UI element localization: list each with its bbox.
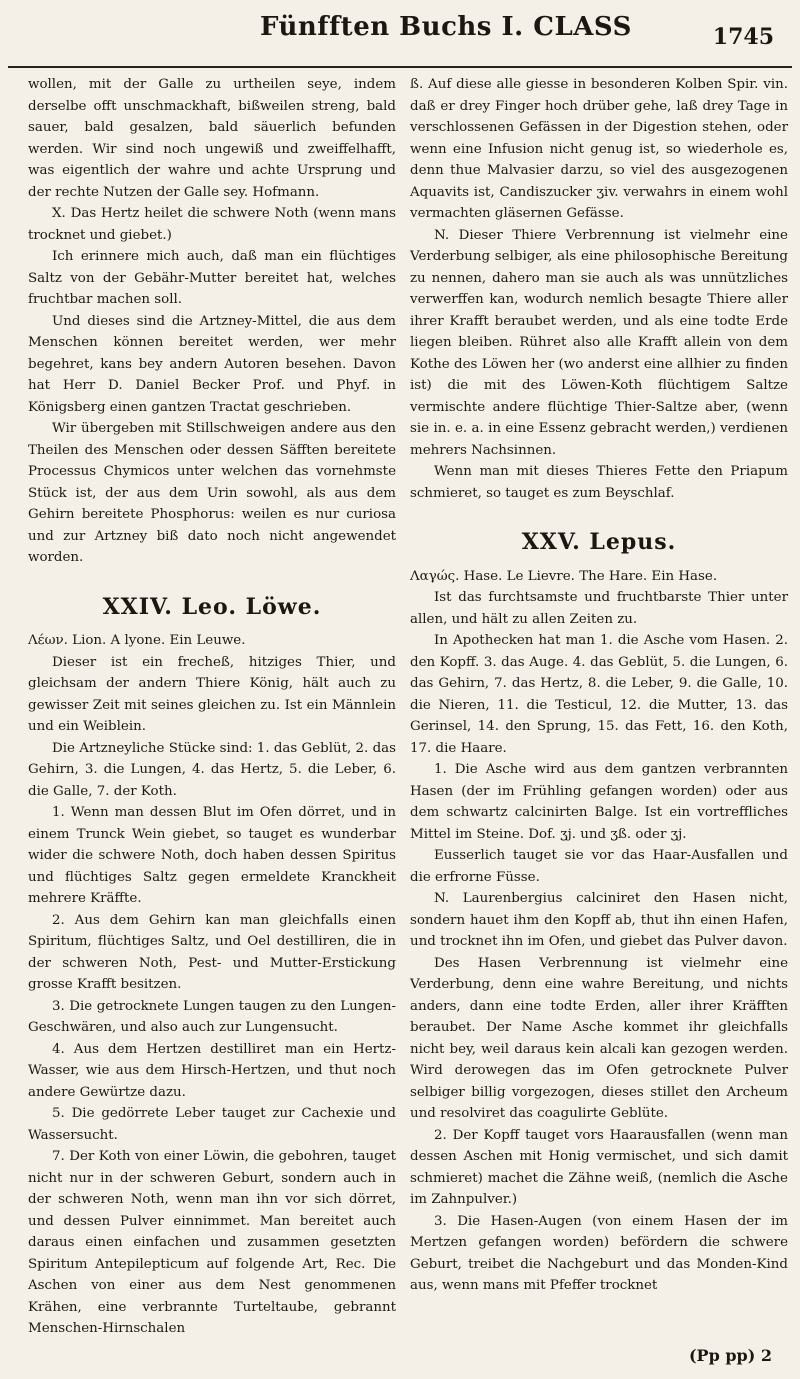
left-column [28,74,396,1340]
paragraph: 5. Die gedörrete Leber tauget zur Cachexie und Wassersucht. [28,1106,396,1143]
paragraph: 1. Die Asche wird aus dem gantzen verbrannten Hasen (der im Frühling gefangen worden) oder aus dem schwartz calcinirten Balge. Ist ein vortreffliches Mittel im Steine. Dof. ʒj. und ʒß. oder ʒj. [410,762,788,842]
page-number: 1745 [712,24,774,50]
paragraph: N. Laurenbergius calciniret den Hasen nicht, sondern hauet ihm den Kopff ab, thut ihn einen Hafen, und trocknet ihn im Ofen, und giebet das Pulver davon. [410,891,788,949]
paragraph: wollen, mit der Galle zu urtheilen seye, indem derselbe offt unschmackhaft, bißweilen streng, bald sauer, bald gesalzen, bald säuerlich befunden werden. Wir sind noch ungewiß und zweiffelhafft, was eigentlich der wahre und achte Ursprung und der rechte Nutzen der Galle sey. Hofmann. [28,77,396,200]
running-title: Fünfften Buchs I. CLASS [260,12,632,42]
paragraph: Eusserlich tauget sie vor das Haar-Ausfallen und die erfrorne Füsse. [410,848,788,885]
paragraph: In Apothecken hat man 1. die Asche vom Hasen. 2. den Kopff. 3. das Auge. 4. das Geblüt, 5. die Lungen, 6. das Gehirn, 7. das Hertz, 8. die Leber, 9. die Galle, 10. die Nieren, 11. die Testicul, 12. die Mutter, 13. das Gerinsel, 14. den Sprung, 15. das Fett, 16. den Koth, 17. die Haare. [410,633,788,756]
paragraph: 2. Der Kopff tauget vors Haarausfallen (wenn man dessen Aschen mit Honig vermischet, und sich damit schmieret) machet die Zähne weiß, (nemlich die Asche im Zahnpulver.) [410,1127,788,1207]
paragraph: 3. Die getrocknete Lungen taugen zu den Lungen-Geschwären, und also auch zur Lungensucht. [28,998,396,1035]
section-heading-leo: XXIV. Leo. Löwe. [102,593,322,620]
paragraph: Die Artzneyliche Stücke sind: 1. das Geblüt, 2. das Gehirn, 3. die Lungen, 4. das Hertz, 5. die Leber, 6. die Galle, 7. der Koth. [28,740,396,799]
page-header [0,0,800,68]
paragraph: Wir übergeben mit Stillschweigen andere aus den Theilen des Menschen oder dessen Säfften bereitete Processus Chymicos unter welchen das vornehmste Stück ist, der aus dem Urin sowohl, als aus dem Gehirn bereitete Phosphorus: weilen es nur curiosa und zur Artzney biß dato noch nicht angewendet worden. [28,421,396,565]
paragraph: Des Hasen Verbrennung ist vielmehr eine Verderbung, denn eine wahre Bereitung, und nichts anders, dann eine todte Erden, aller ihrer Kräfften beraubet. Der Name Asche kommet ihr gleichfalls nicht bey, weil daraus kein alcali kan gezogen werden. Wird derowegen das im Ofen getrocknete Pulver selbiger billig vorgezogen, dieses stillet den Archeum und resolviret das coagulirte Geblüte. [410,955,788,1121]
paragraph: Ist das furchtsamste und fruchtbarste Thier unter allen, und hält zu allen Zeiten zu. [410,590,788,627]
paragraph: Wenn man mit dieses Thieres Fette den Priapum schmieret, so tauget es zum Beyschlaf. [410,464,788,501]
paragraph: 7. Der Koth von einer Löwin, die gebohren, tauget nicht nur in der schweren Geburt, sondern auch in der schweren Noth, wenn man ihn vor sich dörret, und dessen Pulver einnimmet. Man bereitet auch daraus einen einfachen und zusammen gesetzten Spiritum Antepilepticum auf folgende Art, Rec. Die Aschen von einer aus dem Nest genommenen Krähen, eine verbrannte Turteltaube, gebrannt Menschen-Hirnschalen [28,1149,396,1336]
synonyms-line: Λαγώς. Hase. Le Lievre. The Hare. Ein Hase. [410,568,718,584]
header-rule [8,66,792,68]
paragraph: ß. Auf diese alle giesse in besonderen Kolben Spir. vin. daß er drey Finger hoch drüber gehe, laß drey Tage in verschlossenen Gefässen in der Digestion stehen, oder wenn eine Infusion nicht genug ist, so wiederhole es, denn thue Malvasier darzu, so viel des ausgezogenen Aquavits ist, Candiszucker ʒiv. verwahrs in einem wohl vermachten gläsernen Gefässe. [410,77,788,221]
paragraph: Und dieses sind die Artzney-Mittel, die aus dem Menschen können bereitet werden, wer mehr begehret, kans bey andern Autoren besehen. Davon hat Herr D. Daniel Becker Prof. und Phyf. in Königsberg einen gantzen Tractat geschrieben. [28,313,396,415]
right-column [410,74,788,1297]
paragraph: 4. Aus dem Hertzen destilliret man ein Hertz-Wasser, wie aus dem Hirsch-Hertzen, und thut noch andere Gewürtze dazu. [28,1041,396,1100]
paragraph: X. Das Hertz heilet die schwere Noth (wenn mans trocknet und giebet.) [28,206,396,243]
paragraph: 2. Aus dem Gehirn kan man gleichfalls einen Spiritum, flüchtiges Saltz, und Oel destilliren, die in der schweren Noth, Pest- und Mutter-Erstickung grosse Krafft besitzen. [28,912,396,992]
section-heading-lepus: XXV. Lepus. [521,529,677,555]
paragraph: Ich erinnere mich auch, daß man ein flüchtiges Saltz von der Gebähr-Mutter bereitet hat, welches fruchtbar machen soll. [28,249,396,307]
paragraph: 1. Wenn man dessen Blut im Ofen dörret, und in einem Trunck Wein giebet, so tauget es wunderbar wider die schwere Noth, doch haben dessen Spiritus und flüchtiges Saltz gegen ermeldete Kranckheit mehrere Kräffte. [28,805,396,906]
printer-signature: (Pp pp) 2 [688,1346,772,1365]
paragraph: 3. Die Hasen-Augen (von einem Hasen der im Mertzen gefangen worden) befördern die schwere Geburt, treibet die Nachgeburt und das Monden-Kind aus, wenn mans mit Pfeffer trocknet [410,1213,788,1293]
paragraph: N. Dieser Thiere Verbrennung ist vielmehr eine Verderbung selbiger, als eine philosophische Bereitung zu nennen, dahero man sie auch als was unnützliches verwerffen kan, wodurch nemlich besagte Thiere aller ihrer Krafft beraubet werden, und als eine todte Erde liegen bleiben. Rühret also alle Krafft allein von dem Kothe des Löwen her (wo anderst eine allhier zu finden ist) die mit des Löwen-Koth flüchtigem Saltze vermischte andere flüchtige Thier-Saltze aber, (wenn sie in. e. a. in eine Essenz gebracht werden,) verdienen mehrers Nachsinnen. [410,227,788,458]
paragraph: Dieser ist ein frecheß, hitziges Thier, und gleichsam der andern Thiere König, hält auch zu gewisser Zeit mit seines gleichen zu. Ist ein Männlein und ein Weiblein. [28,654,396,734]
synonyms-line: Λέων. Lion. A lyone. Ein Leuwe. [28,633,246,648]
